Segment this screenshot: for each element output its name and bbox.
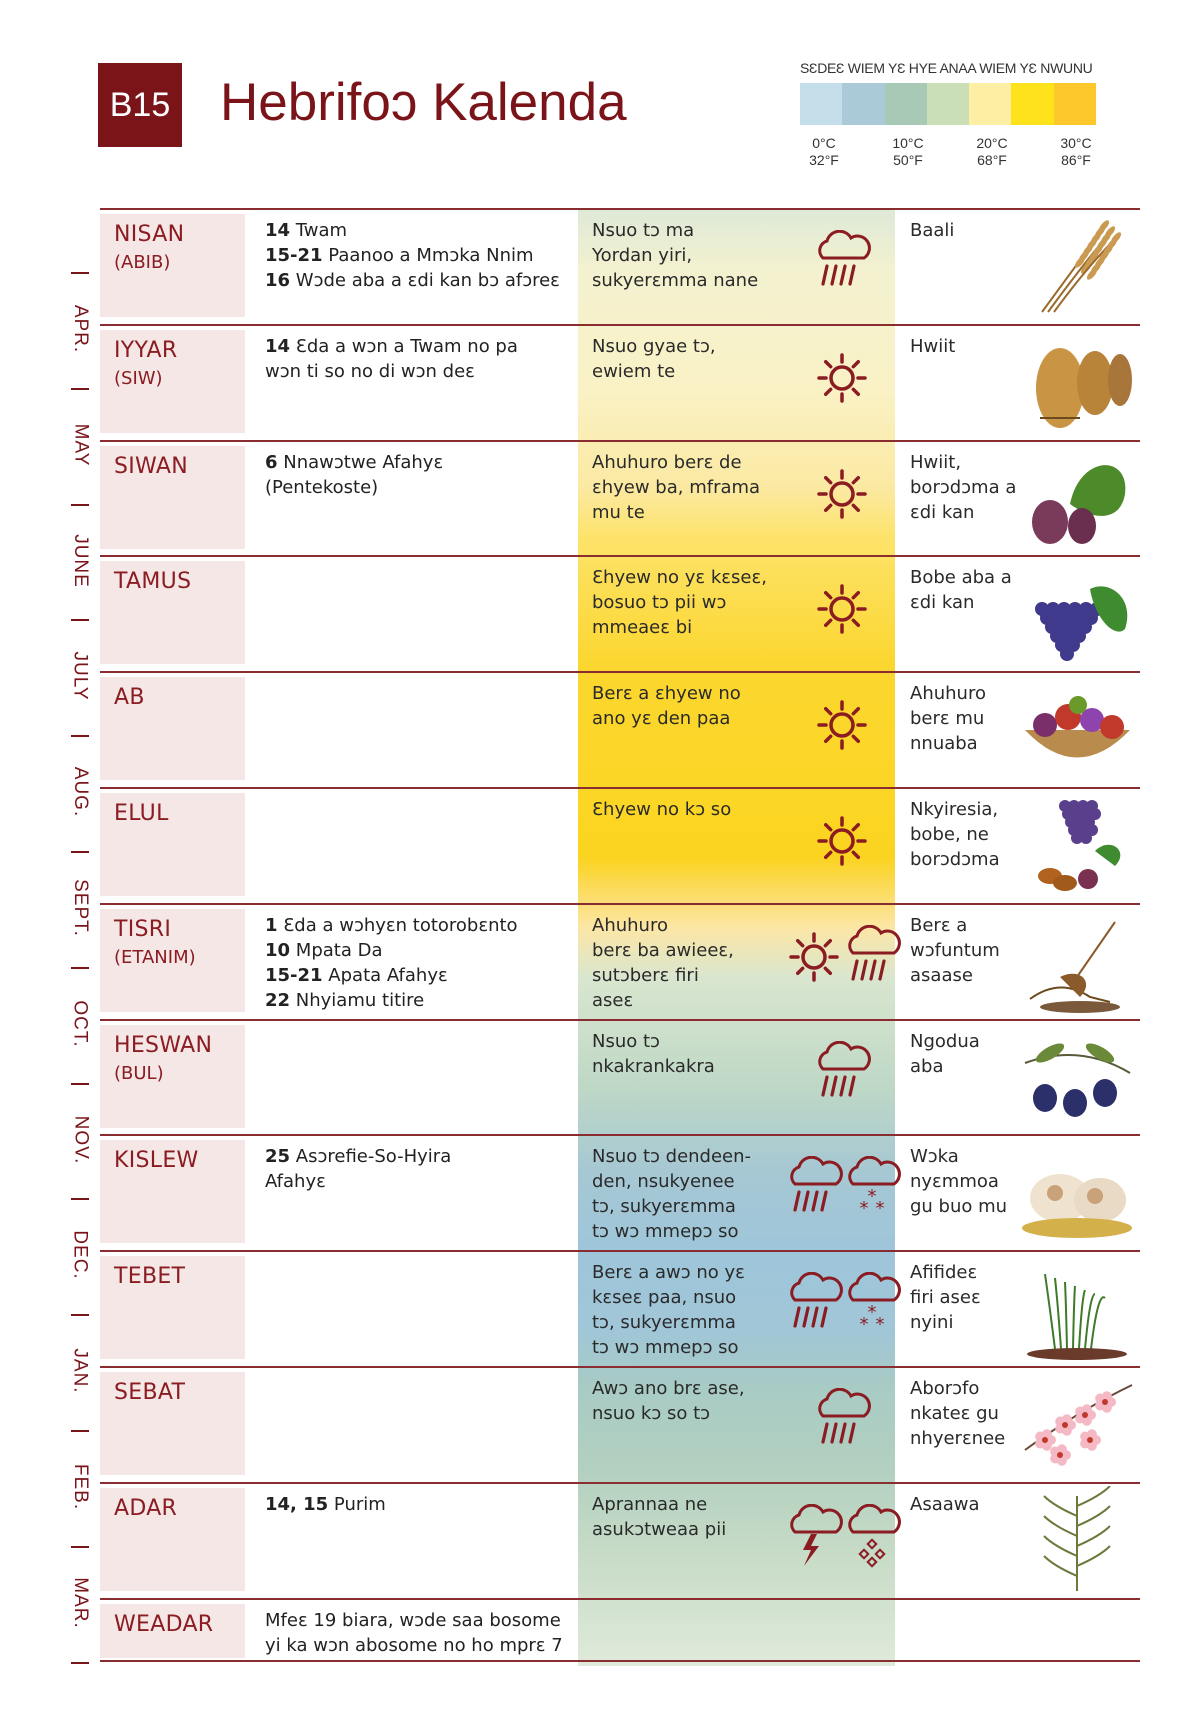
weather-description: Ɛhyew no kɔ so [592, 799, 732, 820]
weather-icons [765, 346, 890, 436]
plow-illustration [1020, 907, 1135, 1015]
hebrew-month-cell [100, 1140, 245, 1243]
event-line [265, 334, 570, 359]
hebrew-month-cell [100, 1604, 245, 1658]
event-text: Nhyiamu titire [290, 989, 425, 1011]
legend-swatch [1054, 83, 1096, 125]
legend-scale-label [878, 135, 938, 169]
weather-icons [765, 577, 890, 667]
axis-tick [71, 1546, 89, 1548]
legend-scale-label [794, 135, 854, 169]
hebrew-month-name: SIWAN [114, 453, 189, 479]
weather-description: Berɛ a awɔ no yɛ kɛseɛ paa, nsuo tɔ, sukyerɛmma tɔ wɔ mmepɔ so [592, 1262, 745, 1359]
rain-cloud-icon [813, 1388, 871, 1456]
crop-label: Aborɔfo nkateɛ gu nhyerɛnee [910, 1378, 1006, 1449]
event-line [265, 1169, 570, 1194]
axis-month-label [60, 747, 100, 837]
weather-description: Ɛhyew no yɛ kɛseɛ, bosuo tɔ pii wɔ mmeaeɛ bi [592, 567, 767, 639]
weather-description: Awɔ ano brɛ ase, nsuo kɔ so tɔ [592, 1378, 745, 1424]
month-row [100, 671, 1140, 788]
celsius-value: 30°C [1060, 135, 1092, 151]
axis-month-text: SEPT. [70, 879, 91, 937]
hebrew-month-name: ADAR [114, 1495, 178, 1521]
sprouts-illustration [1020, 1254, 1135, 1362]
axis-tick [71, 619, 89, 621]
event-line [265, 1144, 570, 1169]
section-badge: B15 [98, 63, 182, 147]
event-text: Ɛda a wɔhyɛn totorobɛnto [277, 914, 518, 936]
event-line [265, 450, 570, 475]
axis-month-text: OCT. [70, 1000, 91, 1048]
weather-description: Nsuo tɔ dendeen- den, nsukyenee tɔ, sukyerɛmma tɔ wɔ mmepɔ so [592, 1146, 752, 1243]
barley-illustration [1020, 212, 1135, 320]
event-text: Afahyɛ [265, 1171, 326, 1193]
axis-month-text: AUG. [70, 766, 92, 818]
weather-icons [765, 1156, 890, 1246]
weather-icons [765, 693, 890, 783]
svg-text:*: * [875, 1314, 885, 1336]
axis-month-label [60, 1210, 100, 1300]
weather-icons [765, 1504, 890, 1594]
event-day: 14, 15 [265, 1493, 329, 1515]
event-line [265, 243, 570, 268]
axis-tick [71, 1430, 89, 1432]
axis-tick [71, 1314, 89, 1316]
axis-tick [71, 967, 89, 969]
event-line [265, 988, 570, 1013]
event-day: 15-21 [265, 245, 323, 266]
weather-icons [765, 230, 890, 320]
celsius-value: 20°C [976, 135, 1008, 151]
legend-swatch [927, 83, 969, 125]
hebrew-month-name: NISAN [114, 222, 185, 247]
crop-label: Wɔka nyɛmmoa gu buo mu [910, 1146, 1008, 1218]
hebrew-month-cell [100, 561, 245, 664]
rain-cloud-icon [813, 230, 871, 298]
month-row [100, 555, 1140, 672]
sun-icon [813, 577, 871, 645]
crop-label: Hwiit [910, 335, 956, 357]
snow-cloud-icon [843, 1156, 901, 1224]
grapes-illustration [1020, 559, 1135, 667]
flax-illustration [1020, 1486, 1135, 1594]
axis-month-text: JUNE [70, 533, 91, 588]
axis-tick [71, 272, 89, 274]
event-line [265, 268, 570, 293]
event-day: 15-21 [265, 964, 323, 986]
axis-month-text: MAY [70, 423, 92, 467]
axis-tick [71, 1083, 89, 1085]
sun-icon [813, 693, 871, 761]
legend-swatch [1011, 83, 1053, 125]
event-text: Purim [328, 1493, 386, 1515]
hebrew-month-cell [100, 1372, 245, 1475]
crop-label: Nkyiresia, bobe, ne borɔdɔma [910, 799, 1000, 870]
axis-month-label [60, 284, 100, 374]
crop-label: Hwiit, borɔdɔma a ɛdi kan [910, 451, 1017, 523]
event-line [265, 218, 570, 243]
month-row [100, 440, 1140, 557]
event-line [265, 913, 570, 938]
event-text: Asɔrefie-So-Hyira [290, 1146, 452, 1168]
svg-text:*: * [859, 1314, 869, 1336]
legend-scale-label [1046, 135, 1106, 169]
axis-month-label [60, 1326, 100, 1416]
hebrew-month-alt-name: (BUL) [114, 1062, 164, 1084]
event-day: 25 [265, 1146, 291, 1168]
event-day: 6 [265, 451, 278, 473]
axis-month-text: MAR. [70, 1577, 91, 1629]
weather-icons [765, 1272, 890, 1362]
month-row [100, 1134, 1140, 1251]
axis-month-label [60, 400, 100, 490]
hebrew-month-name: TAMUS [114, 569, 192, 595]
axis-tick [71, 735, 89, 737]
event-text: Mpata Da [290, 939, 383, 961]
event-text: wɔn ti so no di wɔn deɛ [265, 360, 475, 382]
festival-events [265, 1492, 570, 1517]
legend-swatch [885, 83, 927, 125]
crop-label: Baali [910, 220, 955, 241]
weather-description: Berɛ a ɛhyew no ano yɛ den paa [592, 683, 741, 730]
hebrew-month-alt-name: (SIW) [114, 367, 163, 389]
weather-icons [765, 1041, 890, 1131]
festival-events [265, 450, 570, 500]
event-line [265, 1492, 570, 1517]
sun-icon [813, 346, 871, 414]
hebrew-month-alt-name: (ETANIM) [114, 946, 196, 968]
crop-label: Berɛ a wɔfuntum asaase [910, 914, 1000, 986]
hebrew-month-alt-name: (ABIB) [114, 252, 171, 273]
event-line [265, 475, 570, 500]
axis-tick [71, 851, 89, 853]
weather-description: Nsuo tɔ nkakrankakra [592, 1030, 715, 1077]
event-line [265, 963, 570, 988]
hebrew-month-name: TISRI [114, 916, 172, 942]
axis-month-label [60, 863, 100, 953]
svg-text:*: * [859, 1198, 869, 1220]
wheat-illustration [1020, 328, 1135, 436]
almond-blossom-illustration [1020, 1370, 1135, 1478]
event-day: 14 [265, 220, 291, 241]
axis-month-label [60, 1558, 100, 1648]
page-title: Hebrifoɔ Kalenda [220, 73, 627, 132]
hebrew-month-name: AB [114, 685, 145, 711]
fahrenheit-value: 50°F [893, 152, 923, 168]
event-text: Nnawɔtwe Afahyɛ [277, 451, 444, 473]
event-day: 22 [265, 989, 291, 1011]
legend-swatch [969, 83, 1011, 125]
hebrew-month-cell [100, 793, 245, 896]
rain-cloud-icon [813, 1041, 871, 1109]
celsius-value: 0°C [812, 135, 836, 151]
month-row [100, 1482, 1140, 1599]
weather-icons [765, 462, 890, 552]
svg-text:*: * [875, 1198, 885, 1220]
weather-description: Ahuhuro berɛ ba awieeɛ, sutɔberɛ firi aseɛ [592, 914, 734, 1011]
axis-month-text: APR. [70, 304, 92, 354]
rain-cloud-icon [785, 1272, 843, 1340]
temperature-legend [800, 60, 1120, 175]
sheep-illustration [1020, 1138, 1135, 1246]
event-line [265, 359, 570, 384]
axis-tick [71, 388, 89, 390]
legend-swatch [842, 83, 884, 125]
legend-swatch [800, 83, 842, 125]
crop-label: Bobe aba a ɛdi kan [910, 567, 1012, 614]
month-row [100, 903, 1140, 1020]
hail-cloud-icon [843, 1504, 901, 1572]
festival-events [265, 913, 570, 1013]
axis-tick [71, 1662, 89, 1664]
svg-text:*: * [867, 1186, 877, 1208]
svg-text:*: * [867, 1302, 877, 1324]
rain-cloud-icon [785, 1156, 843, 1224]
event-day: 10 [265, 939, 291, 961]
event-text: yi ka wɔn abosome no ho mprɛ 7 [265, 1634, 563, 1656]
hebrew-month-cell [100, 330, 245, 433]
hebrew-month-cell [100, 446, 245, 549]
fahrenheit-value: 68°F [977, 152, 1007, 168]
event-text: Apata Afahyɛ [322, 964, 448, 986]
fruit-basket-illustration [1020, 675, 1135, 783]
weather-icons [765, 925, 890, 1015]
axis-month-text: JAN. [70, 1348, 91, 1394]
event-day: 14 [265, 335, 291, 357]
rain-cloud-icon [843, 925, 901, 993]
crop-label: Afifideɛ firi aseɛ nyini [910, 1262, 981, 1334]
event-text: Wɔde aba a ɛdi kan bɔ afɔreɛ [290, 270, 560, 291]
axis-month-text: DEC. [70, 1230, 91, 1281]
olives-illustration [1020, 1023, 1135, 1131]
month-row [100, 1250, 1140, 1367]
hebrew-month-cell [100, 909, 245, 1012]
month-row [100, 1598, 1140, 1662]
storm-cloud-icon [785, 1504, 843, 1572]
crop-label: Ahuhuro berɛ mu nnuaba [910, 683, 986, 755]
axis-month-text: JULY [70, 651, 91, 701]
sun-icon [813, 462, 871, 530]
month-row [100, 1019, 1140, 1136]
sun-icon [813, 809, 871, 877]
weather-description: Nsuo gyae tɔ, ewiem te [592, 335, 716, 382]
event-text: Paanoo a Mmɔka Nnim [322, 245, 534, 266]
festival-events [265, 218, 570, 293]
axis-month-label [60, 516, 100, 606]
weather-description: Aprannaa ne asukɔtweaa pii [592, 1493, 727, 1540]
weather-icons [765, 1388, 890, 1478]
festival-events [265, 334, 570, 384]
crop-label: Asaawa [910, 1493, 980, 1515]
weather-description: Nsuo tɔ ma Yordan yiri, sukyerɛmma nane [592, 220, 759, 291]
axis-tick [71, 504, 89, 506]
hebrew-month-cell [100, 1025, 245, 1128]
legend-title: SƐDEƐ WIEM YƐ HYE ANAA WIEM YƐ NWUNU [800, 60, 1093, 76]
event-text: Mfeɛ 19 biara, wɔde saa bosome [265, 1609, 561, 1631]
festival-events [265, 1144, 570, 1194]
hebrew-month-name: WEADAR [114, 1611, 214, 1637]
hebrew-month-cell [100, 214, 245, 317]
hebrew-month-cell [100, 1488, 245, 1591]
fahrenheit-value: 86°F [1061, 152, 1091, 168]
axis-month-text: NOV. [70, 1115, 91, 1164]
event-line [265, 938, 570, 963]
hebrew-month-name: TEBET [114, 1264, 186, 1290]
hebrew-month-cell [100, 677, 245, 780]
hebrew-month-name: IYYAR [114, 337, 178, 363]
legend-scale-label [962, 135, 1022, 169]
snow-cloud-icon [843, 1272, 901, 1340]
month-row [100, 1366, 1140, 1483]
axis-month-label [60, 979, 100, 1069]
month-row [100, 787, 1140, 904]
hebrew-month-name: HESWAN [114, 1032, 213, 1058]
weather-icons [765, 809, 890, 899]
festival-events [265, 1608, 570, 1658]
event-text: Twam [290, 220, 348, 241]
hebrew-month-name: ELUL [114, 801, 169, 826]
axis-tick [71, 1198, 89, 1200]
axis-month-text: FEB. [70, 1463, 92, 1511]
temperature-color-scale [800, 83, 1096, 125]
sun-icon [785, 925, 843, 993]
axis-month-label [60, 1442, 100, 1532]
gregorian-month-axis [60, 210, 100, 1670]
event-day: 1 [265, 914, 278, 936]
event-text: (Pentekoste) [265, 476, 379, 498]
dates-grapes-figs-illustration [1020, 791, 1135, 899]
temperature-scale-labels [800, 135, 1120, 175]
month-row [100, 208, 1140, 325]
event-line [265, 1633, 570, 1658]
event-day: 16 [265, 270, 291, 291]
celsius-value: 10°C [892, 135, 924, 151]
axis-month-label [60, 631, 100, 721]
hebrew-month-cell [100, 1256, 245, 1359]
hebrew-month-name: KISLEW [114, 1148, 199, 1174]
hebrew-month-name: SEBAT [114, 1380, 186, 1405]
crop-label: Ngodua aba [910, 1030, 980, 1077]
event-line [265, 1608, 570, 1633]
figs-illustration [1020, 444, 1135, 552]
axis-month-label [60, 1095, 100, 1185]
weather-description: Ahuhuro berɛ de ɛhyew ba, mframa mu te [592, 451, 761, 523]
fahrenheit-value: 32°F [809, 152, 839, 168]
month-row [100, 324, 1140, 441]
event-text: Ɛda a wɔn a Twam no pa [290, 335, 518, 357]
